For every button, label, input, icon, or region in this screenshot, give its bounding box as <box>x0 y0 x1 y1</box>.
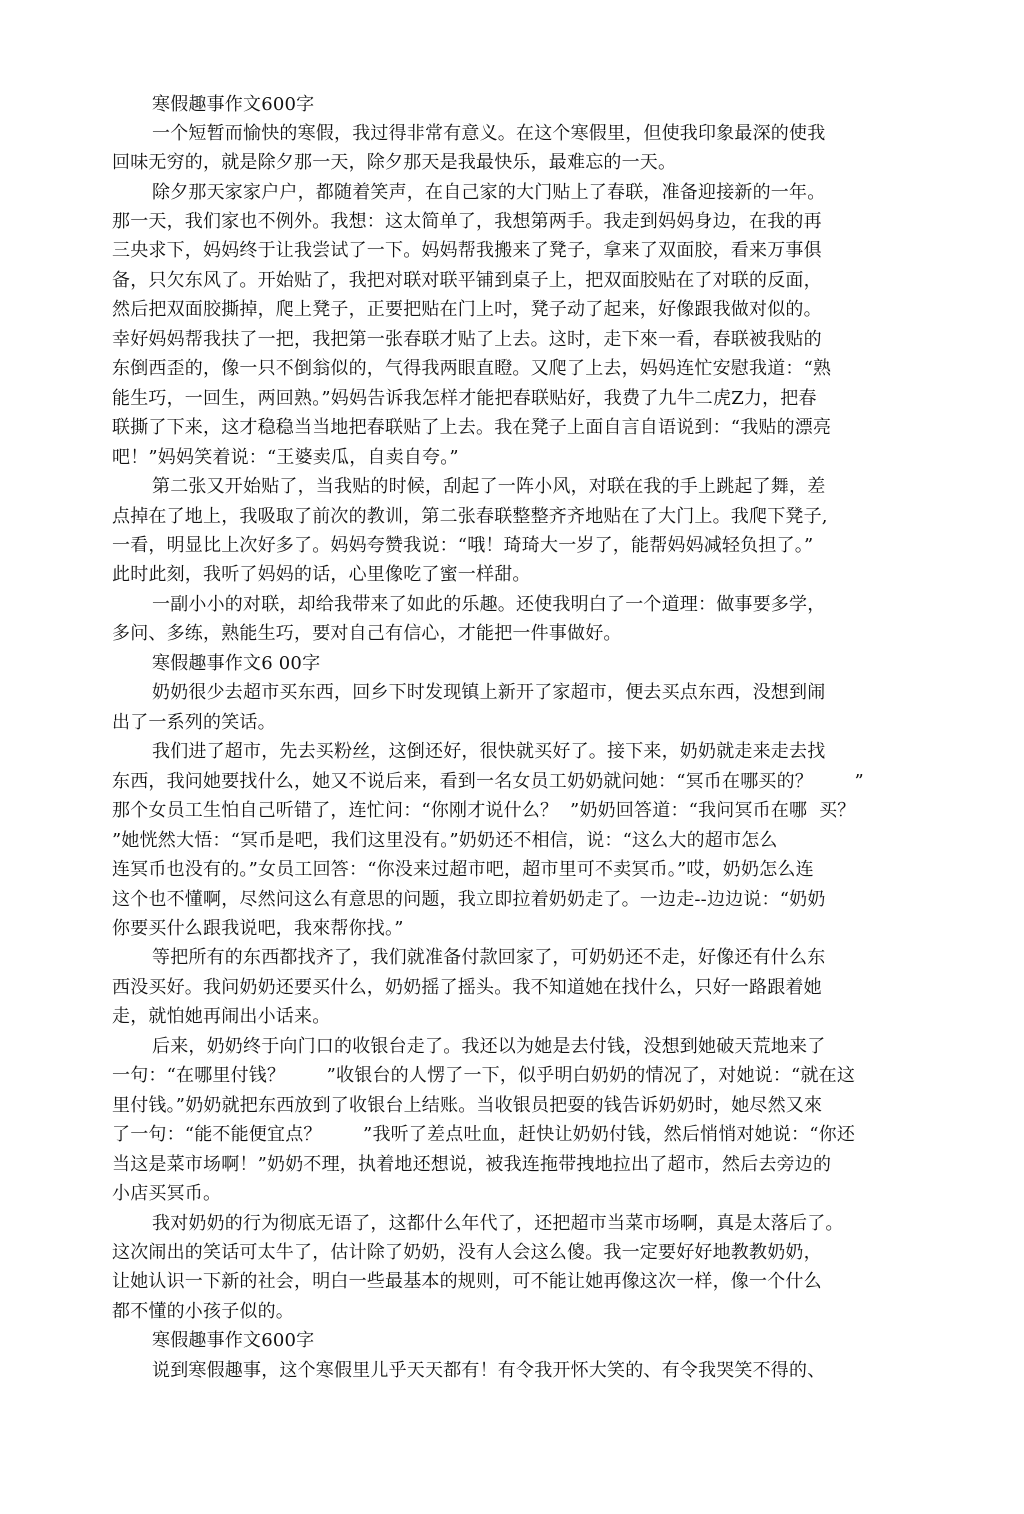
essay-title-3: 寒假趣事作文600字 <box>152 1330 315 1351</box>
paragraph-line: 点掉在了地上，我吸取了前次的教训，第二张春联整整齐齐地贴在了大门上。我爬下凳子, <box>112 506 828 527</box>
paragraph-line: 这次闹出的笑话可太牛了，估计除了奶奶，没有人会这么傻。我一定要好好地教教奶奶， <box>112 1242 822 1263</box>
paragraph-line: 连冥币也没有的。”女员工回答：“你没来过超市吧，超市里可不卖冥币。”哎，奶奶怎么连 <box>112 859 814 880</box>
paragraph-line: 除夕那天家家户户，都随着笑声，在自己家的大门贴上了春联，准备迎接新的一年。 <box>152 182 826 203</box>
paragraph-line: 幸好妈妈帮我扶了一把，我把第一张春联才贴了上去。这时，走下來一看，春联被我贴的 <box>112 329 822 350</box>
paragraph-line: 然后把双面胶撕掉，爬上凳子，正要把贴在门上吋，凳子动了起来，好像跟我做对似的。 <box>112 299 822 320</box>
paragraph-line: 我们进了超市，先去买粉丝，这倒还好，很快就买好了。接下来，奶奶就走来走去找 <box>152 741 826 762</box>
paragraph-line: 第二张又开始贴了，当我贴的时候，刮起了一阵小风，对联在我的手上跳起了舞，差 <box>152 476 826 497</box>
paragraph-line: 备，只欠东风了。开始贴了，我把对联对联平铺到桌子上，把双面胶贴在了对联的反面， <box>112 270 822 291</box>
paragraph-line: 三央求下，妈妈终于让我尝试了一下。妈妈帮我搬来了凳子，拿来了双面胶，看来万事俱 <box>112 240 822 261</box>
paragraph-line: 等把所有的东西都找齐了，我们就准备付款回家了，可奶奶还不走，好像还有什么东 <box>152 947 826 968</box>
paragraph-line: 东倒西歪的，像一只不倒翁似的，气得我两眼直瞪。又爬了上去，妈妈连忙安慰我道：“熟 <box>112 358 832 379</box>
paragraph-line: 走，就怕她再闹出小话来。 <box>112 1006 331 1027</box>
paragraph-line: 小店买冥币。 <box>112 1183 222 1204</box>
paragraph-line: 里付钱。”奶奶就把东西放到了收银台上结账。当收银员把耍的钱告诉奶奶时，她尽然又來 <box>112 1095 823 1116</box>
paragraph-line: 一副小小的对联，却给我带来了如此的乐趣。还使我明白了一个道理：做事要多学， <box>152 594 826 615</box>
paragraph-line: 当这是菜市场啊！”奶奶不理，执着地还想说，被我连拖带拽地拉出了超市，然后去旁边的 <box>112 1154 832 1175</box>
paragraph-line: 一个短暂而愉快的寒假，我过得非常有意义。在这个寒假里，但使我印象最深的使我 <box>152 123 826 144</box>
essay-title-2: 寒假趣事作文6 00字 <box>152 653 321 674</box>
paragraph-line: 能生巧，一回生，两回熟。”妈妈告诉我怎样才能把春联贴好，我费了九牛二虎Z力，把春 <box>112 388 817 409</box>
paragraph-line: 了一句：“能不能便宜点？ ”我听了差点吐血，赶快让奶奶付钱，然后悄悄对她说：“你还 <box>112 1124 856 1145</box>
paragraph-line: 东西，我问她要找什么，她又不说后来，看到一名女员工奶奶就问她：“冥币在哪买的？ ” <box>112 771 864 792</box>
paragraph-line: 多问、多练，熟能生巧，要对自己有信心，才能把一件事做好。 <box>112 623 622 644</box>
essay-title-1: 寒假趣事作文600字 <box>152 94 315 115</box>
paragraph-line: 那一天，我们家也不例外。我想：这太简单了，我想第两手。我走到妈妈身边，在我的再 <box>112 211 822 232</box>
paragraph-line: 奶奶很少去超市买东西，回乡下时发现镇上新开了家超市，便去买点东西，没想到闹 <box>152 682 826 703</box>
paragraph-line: 吧！”妈妈笑着说：“王婆卖瓜，自卖自夸。” <box>112 447 459 468</box>
paragraph-line: ”她恍然大悟：“冥币是吧，我们这里没有。”奶奶还不相信，说：“这么大的超市怎么 <box>112 830 778 851</box>
paragraph-line: 让她认识一下新的社会，明白一些最基本的规则，可不能让她再像这次一样，像一个什么 <box>112 1271 822 1292</box>
paragraph-line: 那个女员工生怕自己听错了，连忙问：“你刚才说什么？ ”奶奶回答道：“我问冥币在哪 买？ <box>112 800 856 821</box>
paragraph-line: 一句：“在哪里付钱？ ”收银台的人愣了一下，似乎明白奶奶的情况了，对她说：“就在这 <box>112 1065 856 1086</box>
paragraph-line: 西没买好。我问奶奶还要买什么，奶奶摇了摇头。我不知道她在找什么，只好一路跟着她 <box>112 977 822 998</box>
paragraph-line: 联撕了下来，这才稳稳当当地把春联贴了上去。我在凳子上面自言自语说到：“我贴的漂亮 <box>112 417 832 438</box>
paragraph-line: 我对奶奶的行为彻底无语了，这都什么年代了，还把超市当菜市场啊，真是太落后了。 <box>152 1213 844 1234</box>
paragraph-line: 说到寒假趣事，这个寒假里儿乎天天都有！有令我开怀大笑的、有令我哭笑不得的、 <box>152 1360 826 1381</box>
paragraph-line: 一看，明显比上次好多了。妈妈夸赞我说：“哦！琦琦大一岁了，能帮妈妈减轻负担了。” <box>112 535 814 556</box>
paragraph-line: 后来，奶奶终于向门口的收银台走了。我还以为她是去付钱，没想到她破天荒地来了 <box>152 1036 826 1057</box>
paragraph-line: 此时此刻，我听了妈妈的话，心里像吃了蜜一样甜。 <box>112 564 531 585</box>
paragraph-line: 你要买什么跟我说吧，我來帮你找。” <box>112 918 404 939</box>
paragraph-line: 都不懂的小孩子似的。 <box>112 1301 294 1322</box>
paragraph-line: 回味无穷的，就是除夕那一天，除夕那天是我最快乐，最难忘的一天。 <box>112 152 677 173</box>
paragraph-line: 这个也不懂啊，尽然问这么有意思的问题，我立即拉着奶奶走了。一边走--边边说：“奶奶 <box>112 889 826 910</box>
paragraph-line: 出了一系列的笑话。 <box>112 712 276 733</box>
